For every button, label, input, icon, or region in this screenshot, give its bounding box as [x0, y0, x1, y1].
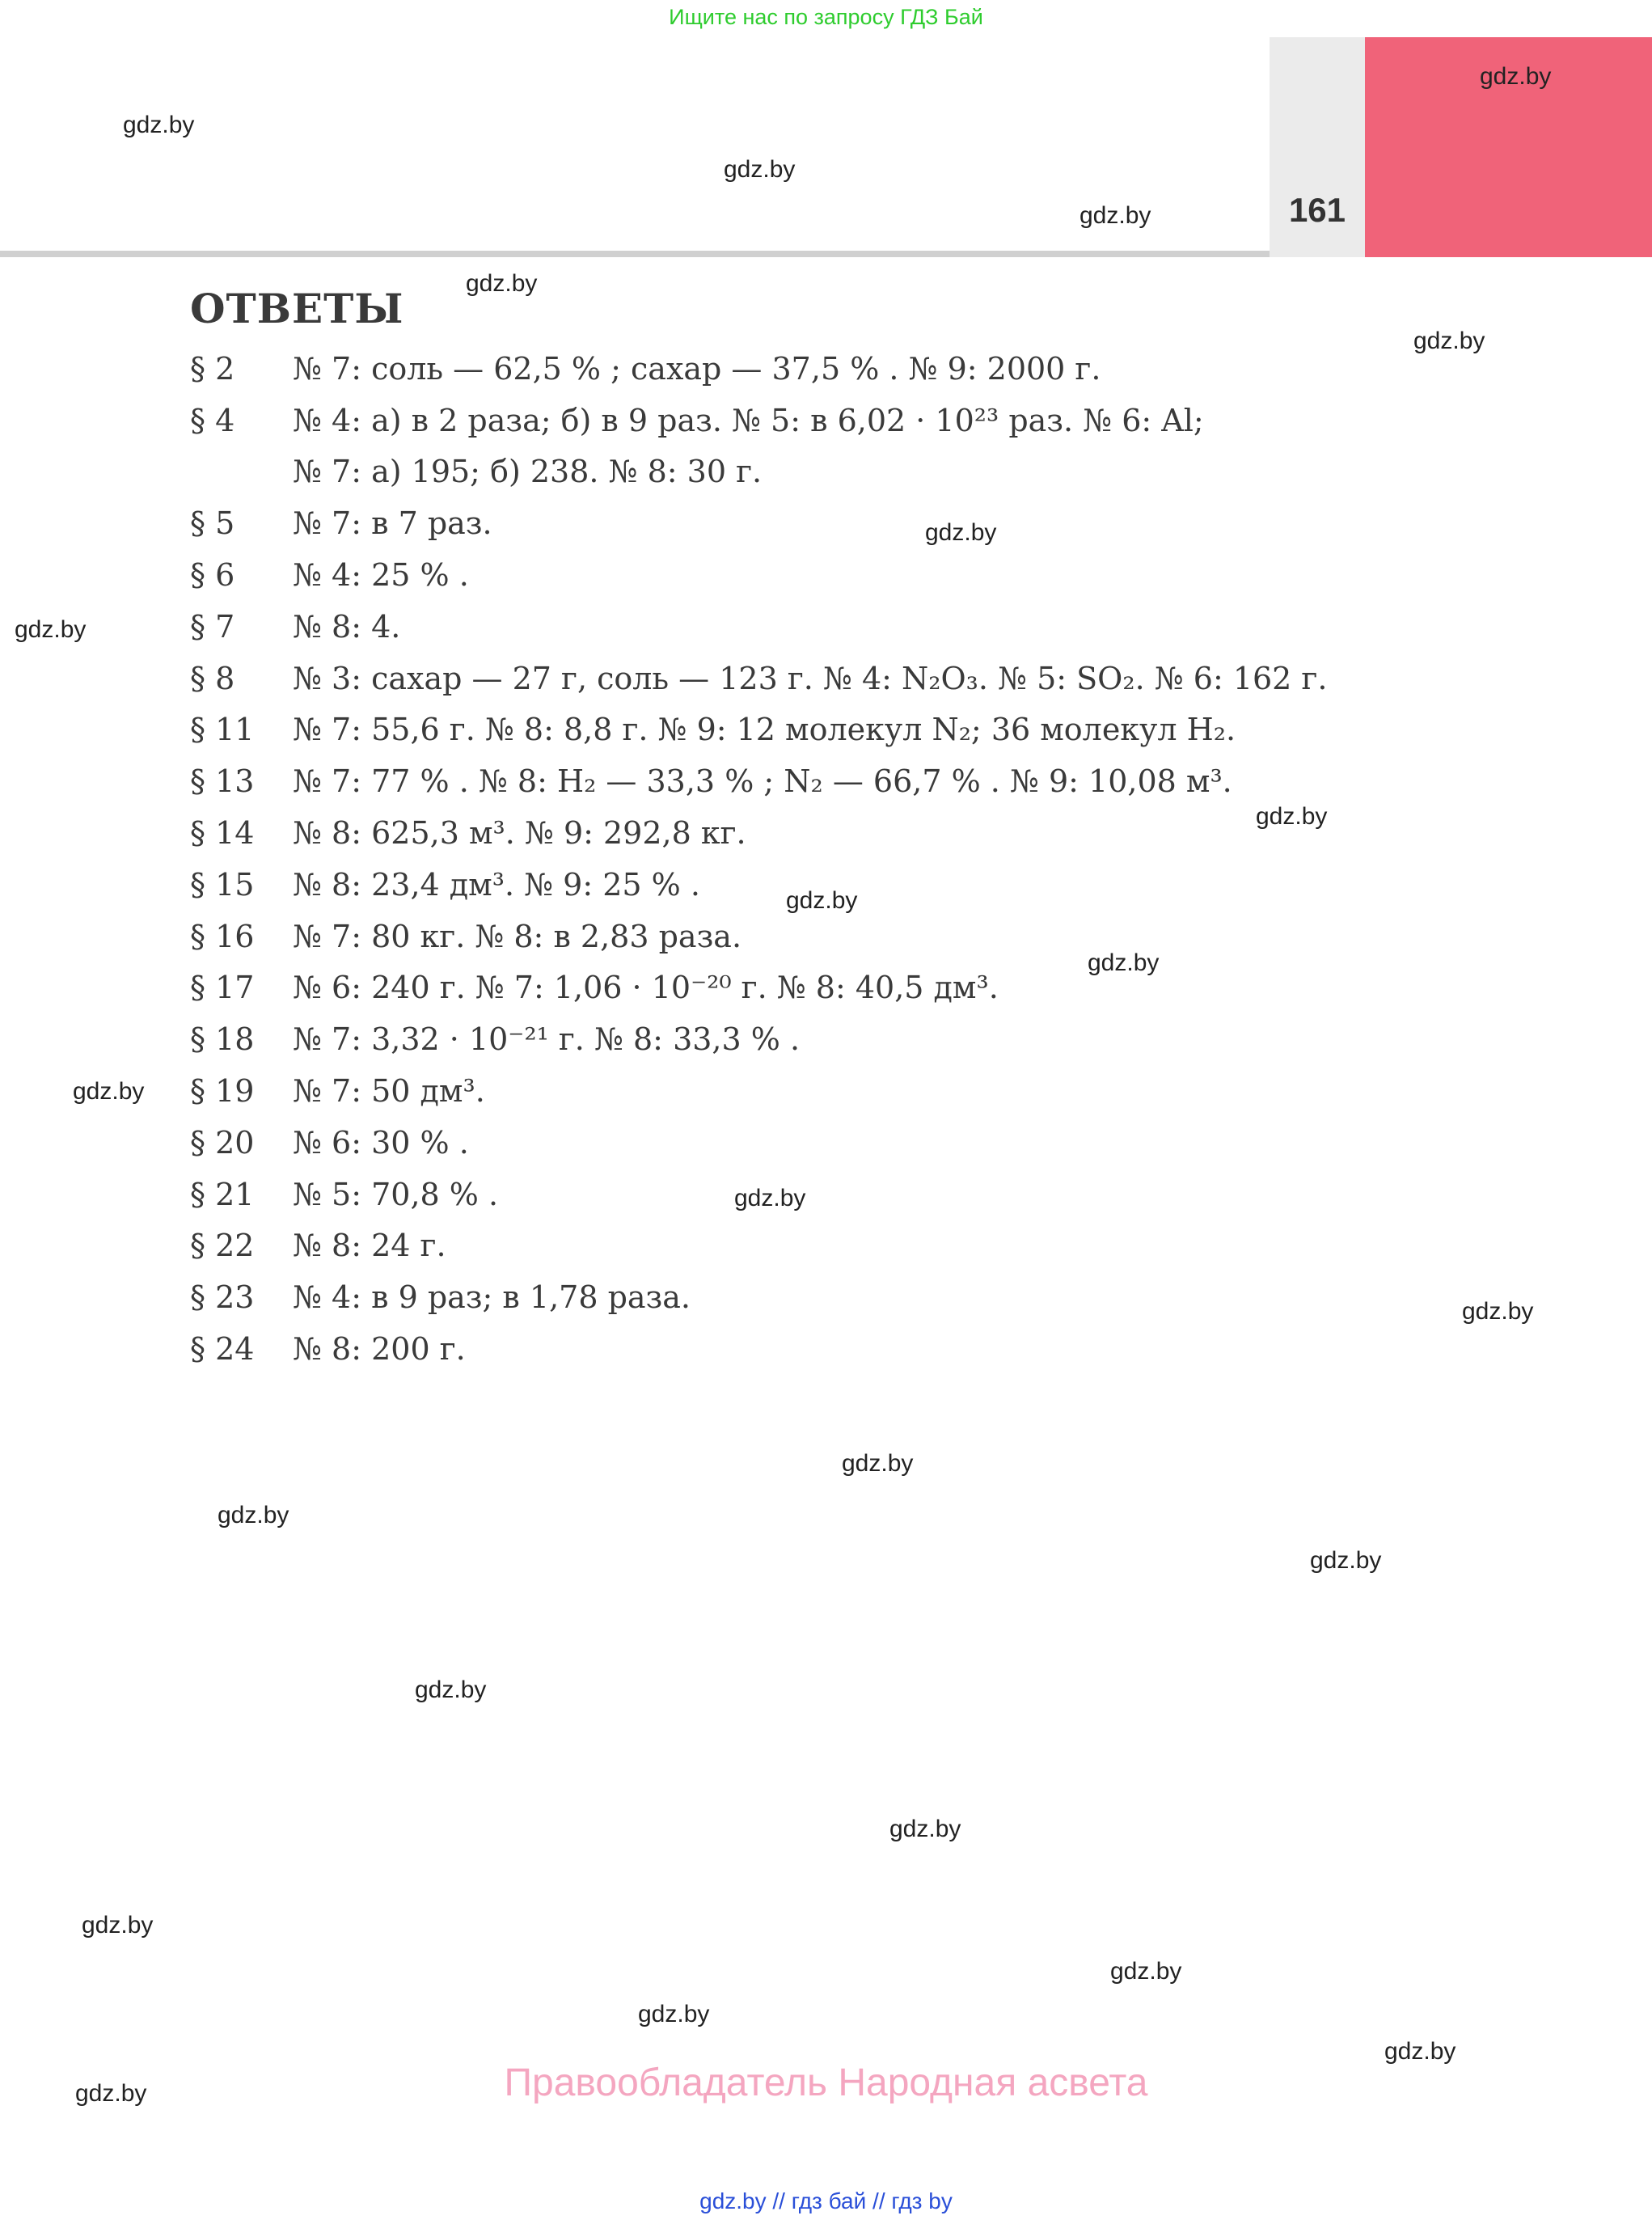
answer-row — [190, 1169, 1419, 1220]
section-number: § 7 — [190, 608, 235, 645]
answer-text: № 7: в 7 раз. — [293, 505, 492, 542]
answer-text: № 6: 240 г. № 7: 1,06 · 10⁻²⁰ г. № 8: 40,5 дм³. — [293, 970, 999, 1006]
answer-text: № 4: а) в 2 раза; б) в 9 раз. № 5: в 6,02 · 10²³ раз. № 6: Al; — [293, 402, 1204, 438]
watermark: gdz.by — [466, 270, 538, 297]
section-number: § 15 — [190, 866, 255, 903]
answer-text: № 8: 23,4 дм³. № 9: 25 % . — [293, 866, 700, 903]
section-number: § 2 — [190, 350, 235, 387]
footer-links[interactable]: gdz.by // гдз бай // гдз by — [699, 2188, 953, 2213]
answer-row — [190, 653, 1419, 704]
answer-text: № 6: 30 % . — [293, 1124, 469, 1161]
answer-row — [190, 1323, 1419, 1375]
section-number: § 16 — [190, 918, 255, 954]
watermark: gdz.by — [724, 156, 796, 183]
answer-row — [190, 549, 1419, 601]
section-number: § 21 — [190, 1176, 255, 1212]
answer-text: № 7: 55,6 г. № 8: 8,8 г. № 9: 12 молекул N₂; 36 молекул H₂. — [293, 712, 1236, 748]
watermark: gdz.by — [218, 1502, 289, 1528]
answer-row — [190, 395, 1419, 446]
answer-text: № 7: 77 % . № 8: H₂ — 33,3 % ; N₂ — 66,7 % . № 9: 10,08 м³. — [293, 763, 1232, 800]
answer-row — [190, 704, 1419, 756]
answer-text: № 8: 625,3 м³. № 9: 292,8 кг. — [293, 815, 746, 852]
watermark: gdz.by — [82, 1912, 154, 1939]
answer-text: № 7: соль — 62,5 % ; сахар — 37,5 % . № 9: 2000 г. — [293, 350, 1101, 387]
watermark: gdz.by — [1310, 1547, 1382, 1574]
answer-text: № 4: 25 % . — [293, 557, 469, 594]
page-title: ОТВЕТЫ — [190, 285, 404, 332]
answer-row — [190, 807, 1419, 859]
section-number: § 18 — [190, 1021, 255, 1058]
answer-text: № 7: а) 195; б) 238. № 8: 30 г. — [293, 454, 763, 490]
answer-text: № 4: в 9 раз; в 1,78 раза. — [293, 1279, 691, 1316]
answer-row — [190, 1117, 1419, 1169]
watermark: gdz.by — [1256, 803, 1328, 830]
answer-text: № 7: 50 дм³. — [293, 1073, 485, 1110]
watermark: gdz.by — [1088, 949, 1160, 976]
watermark: gdz.by — [889, 1816, 961, 1842]
watermark: gdz.by — [123, 112, 195, 138]
section-number: § 8 — [190, 660, 235, 696]
section-number: § 14 — [190, 815, 255, 852]
answer-text: № 8: 4. — [293, 608, 401, 645]
answer-row — [190, 601, 1419, 653]
watermark: gdz.by — [15, 616, 87, 643]
section-number: § 17 — [190, 970, 255, 1006]
answer-text: № 5: 70,8 % . — [293, 1176, 499, 1212]
section-number: § 5 — [190, 505, 235, 542]
answer-row — [190, 1013, 1419, 1065]
watermark: gdz.by — [75, 2080, 147, 2107]
watermark: gdz.by — [638, 2001, 710, 2027]
watermark: gdz.by — [1480, 63, 1552, 90]
watermark: gdz.by — [734, 1185, 806, 1211]
section-number: § 24 — [190, 1331, 255, 1368]
answer-text: № 7: 80 кг. № 8: в 2,83 раза. — [293, 918, 742, 954]
header-divider — [0, 251, 1270, 257]
watermark: gdz.by — [842, 1450, 914, 1477]
answer-row — [190, 755, 1419, 807]
section-number: § 20 — [190, 1124, 255, 1161]
section-number: § 13 — [190, 763, 255, 800]
watermark: gdz.by — [925, 519, 997, 546]
watermark: gdz.by — [1110, 1958, 1182, 1985]
section-number: § 11 — [190, 712, 255, 748]
watermark: gdz.by — [1080, 202, 1151, 229]
answer-text: № 8: 200 г. — [293, 1331, 466, 1368]
top-banner: Ищите нас по запросу ГДЗ Бай — [669, 5, 983, 29]
answer-row — [190, 911, 1419, 962]
answers-list — [190, 343, 1419, 1375]
answer-row — [190, 497, 1419, 549]
section-number: § 6 — [190, 557, 235, 594]
answer-row — [190, 859, 1419, 911]
section-number: § 22 — [190, 1228, 255, 1264]
page-number: 161 — [1288, 191, 1346, 229]
answer-row — [190, 1065, 1419, 1117]
answer-row — [190, 446, 1419, 498]
answer-text: № 8: 24 г. — [293, 1228, 446, 1264]
copyright-notice: Правообладатель Народная асвета — [504, 2061, 1148, 2104]
watermark: gdz.by — [786, 887, 858, 914]
section-number: § 4 — [190, 402, 235, 438]
section-number: § 19 — [190, 1073, 255, 1110]
watermark: gdz.by — [73, 1078, 145, 1105]
section-number: § 23 — [190, 1279, 255, 1316]
watermark: gdz.by — [1413, 328, 1485, 354]
watermark: gdz.by — [415, 1676, 487, 1703]
answer-row — [190, 343, 1419, 395]
watermark: gdz.by — [1462, 1298, 1534, 1325]
answer-text: № 7: 3,32 · 10⁻²¹ г. № 8: 33,3 % . — [293, 1021, 801, 1058]
answer-row — [190, 1271, 1419, 1323]
answer-text: № 3: сахар — 27 г, соль — 123 г. № 4: N₂O₃. № 5: SO₂. № 6: 162 г. — [293, 660, 1328, 696]
answer-row — [190, 962, 1419, 1014]
answer-row — [190, 1220, 1419, 1272]
watermark: gdz.by — [1384, 2038, 1456, 2065]
